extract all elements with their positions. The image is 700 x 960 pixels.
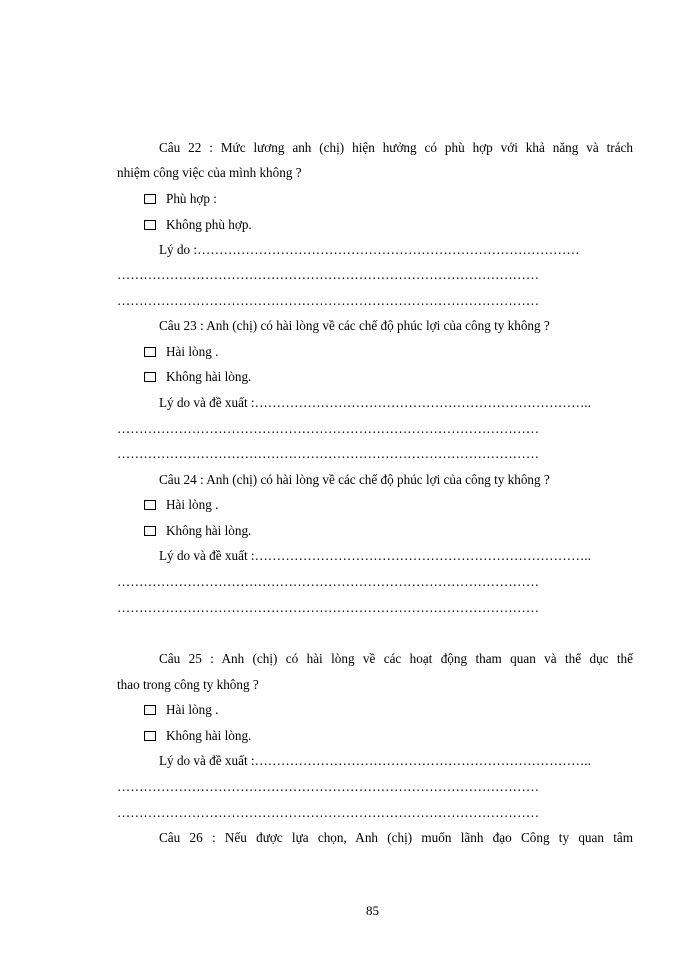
question-25-option-2[interactable] (144, 727, 664, 745)
option-label: Hài lòng . (166, 497, 219, 512)
question-25-dotted-line-1: …………………………………………………………………………………… (117, 779, 539, 794)
question-22-line-2: nhiệm công việc của mình không ? (117, 165, 302, 180)
question-25-line-2: thao trong công ty không ? (117, 677, 259, 692)
checkbox-icon[interactable] (144, 194, 156, 204)
option-label: Phù hợp : (166, 191, 217, 206)
question-22-option-1[interactable] (144, 190, 664, 208)
checkbox-icon[interactable] (144, 705, 156, 715)
question-22-option-2[interactable] (144, 216, 664, 234)
page-number: 85 (366, 903, 379, 918)
option-label: Không hài lòng. (166, 369, 252, 384)
checkbox-icon[interactable] (144, 526, 156, 536)
question-25-option-1[interactable] (144, 701, 664, 719)
checkbox-icon[interactable] (144, 731, 156, 741)
question-24-reason: Lý do và đề xuất :………………………………………………………………….. (159, 548, 591, 563)
question-23-line-1: Câu 23 : Anh (chị) có hài lòng về các chế độ phúc lợi của công ty không ? (159, 318, 550, 333)
question-24-dotted-line-2: …………………………………………………………………………………… (117, 600, 539, 615)
question-24-line-1: Câu 24 : Anh (chị) có hài lòng về các chế độ phúc lợi của công ty không ? (159, 472, 550, 487)
option-label: Không phù hợp. (166, 217, 252, 232)
checkbox-icon[interactable] (144, 500, 156, 510)
question-22-dotted-line-2: …………………………………………………………………………………… (117, 293, 539, 308)
option-label: Không hài lòng. (166, 728, 252, 743)
checkbox-icon[interactable] (144, 220, 156, 230)
question-25-line-1: Câu 25 : Anh (chị) có hài lòng về các hoạt động tham quan và thể dục thể (159, 651, 633, 666)
question-22-dotted-line-1: …………………………………………………………………………………… (117, 267, 539, 282)
question-22-line-1: Câu 22 : Mức lương anh (chị) hiện hưởng có phù hợp với khả năng và trách (159, 140, 633, 155)
option-label: Hài lòng . (166, 344, 219, 359)
question-26-line-1: Câu 26 : Nếu được lựa chọn, Anh (chị) muốn lãnh đạo Công ty quan tâm (159, 830, 633, 845)
question-24-option-1[interactable] (144, 496, 664, 514)
question-23-dotted-line-1: …………………………………………………………………………………… (117, 421, 539, 436)
question-24-dotted-line-1: …………………………………………………………………………………… (117, 574, 539, 589)
question-23-reason: Lý do và đề xuất :………………………………………………………………….. (159, 395, 591, 410)
question-22-reason: Lý do :…………………………………………………………………………… (159, 242, 580, 257)
option-label: Không hài lòng. (166, 523, 252, 538)
question-23-dotted-line-2: …………………………………………………………………………………… (117, 446, 539, 461)
question-23-option-1[interactable] (144, 343, 664, 361)
option-label: Hài lòng . (166, 702, 219, 717)
checkbox-icon[interactable] (144, 347, 156, 357)
question-25-dotted-line-2: …………………………………………………………………………………… (117, 805, 539, 820)
question-23-option-2[interactable] (144, 368, 664, 386)
checkbox-icon[interactable] (144, 372, 156, 382)
question-25-reason: Lý do và đề xuất :………………………………………………………………….. (159, 753, 591, 768)
question-24-option-2[interactable] (144, 522, 664, 540)
